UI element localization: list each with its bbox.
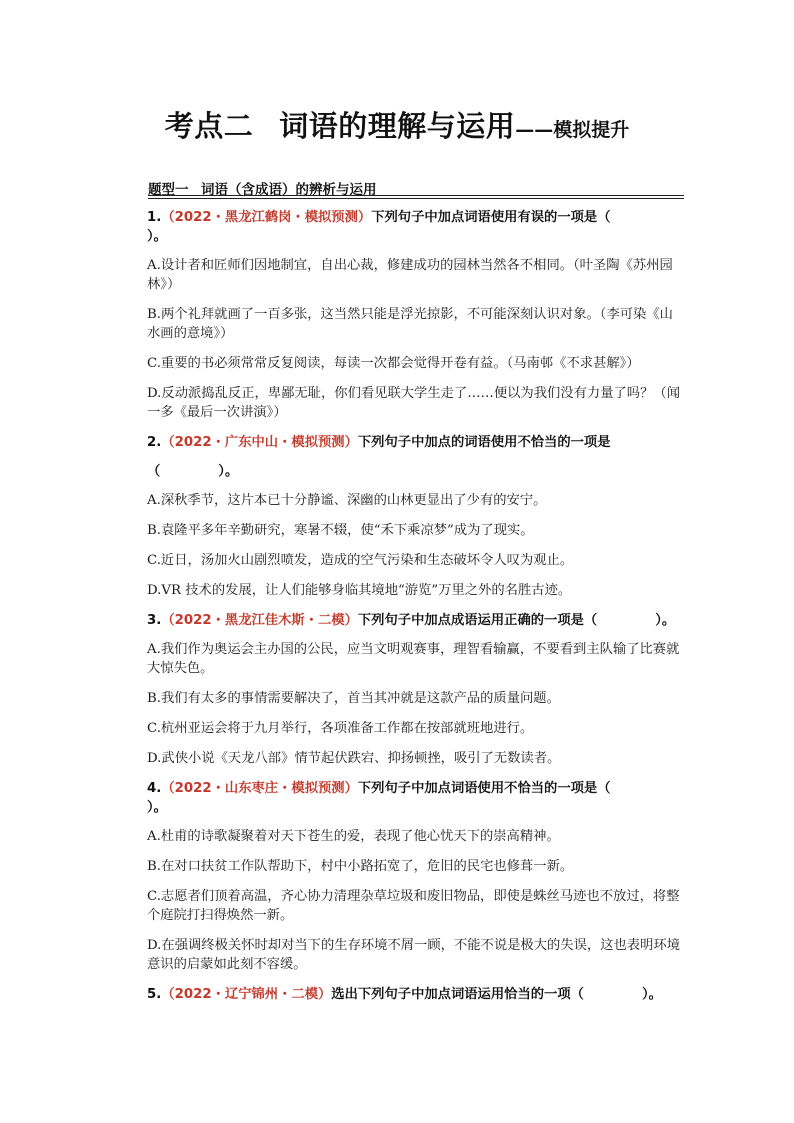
question-3-option-a: A.我们作为奥运会主办国的公民，应当文明观赛事，理智看输赢，不要看到主队输了比赛就 大惊失色。 — [147, 642, 680, 676]
question-3-option-c: C.杭州亚运会将于九月举行，各项准备工作都在按部就班地进行。 — [147, 721, 534, 736]
question-4-option-c: C.志愿者们顶着高温，齐心协力清理杂草垃圾和废旧物品，即使是蛛丝马迹也不放过，将整 个庭院打扫得焕然一新。 — [147, 889, 680, 923]
question-1-stem: 1.（2022・黑龙江鹤岗・模拟预测）下列句子中加点词语使用有误的一项是（）。 — [147, 210, 611, 244]
question-1-option-d: D.反动派捣乱反正，卑鄙无耻，你们看见联大学生走了……便以为我们没有力量了吗？（闻 一多《最后一次讲演》） — [147, 386, 680, 420]
section-rule-thin — [148, 198, 684, 199]
question-3-stem: 3.（2022・黑龙江佳木斯・二模）下列句子中加点成语运用正确的一项是（ ）。 — [147, 613, 676, 628]
question-4-option-a: A.杜甫的诗歌凝聚着对天下苍生的爱，表现了他心忧天下的崇高精神。 — [147, 829, 560, 844]
question-2-option-a: A.深秋季节，这片本已十分静谧、深幽的山林更显出了少有的安宁。 — [147, 493, 547, 508]
question-source: （2022・山东枣庄・模拟预测） — [161, 781, 358, 796]
question-4-option-b: B.在对口扶贫工作队帮助下，村中小路拓宽了，危旧的民宅也修葺一新。 — [147, 859, 574, 874]
question-5-stem: 5.（2022・辽宁锦州・二模）选出下列句子中加点词语运用恰当的一项（ ）。 — [147, 987, 662, 1002]
title-sub: ——模拟提升 — [515, 119, 630, 141]
question-4-option-d: D.在强调终极关怀时却对当下的生存环境不屑一顾，不能不说是极大的失误，这也表明环境 意识的启蒙如此刻不容缓。 — [147, 938, 680, 972]
question-1-option-b: B.两个礼拜就画了一百多张，这当然只能是浮光掠影，不可能深刻认识对象。（李可染《山 水画的意境》） — [147, 307, 673, 341]
question-source: （2022・辽宁锦州・二模） — [161, 987, 332, 1002]
question-3-option-b: B.我们有太多的事情需要解决了，首当其冲就是这款产品的质量问题。 — [147, 691, 560, 706]
page-title — [0, 104, 794, 145]
section-label: 题型一 — [148, 182, 189, 198]
question-2-option-d: D.VR 技术的发展，让人们能够身临其境地“游览”万里之外的名胜古迹。 — [147, 583, 572, 598]
section-name: 词语（含成语）的辨析与运用 — [201, 182, 377, 198]
title-main: 考点二 — [164, 109, 254, 143]
question-list — [147, 208, 684, 1014]
question-1-option-a: A.设计者和匠师们因地制宜，自出心裁，修建成功的园林当然各不相同。（叶圣陶《苏州园 林》） — [147, 258, 673, 292]
question-source: （2022・黑龙江鹤岗・模拟预测） — [161, 210, 372, 225]
question-1-option-c: C.重要的书必须常常反复阅读，每读一次都会觉得开卷有益。（马南邨《不求甚解》） — [147, 356, 640, 371]
question-4-stem: 4.（2022・山东枣庄・模拟预测）下列句子中加点词语使用不恰当的一项是（）。 — [147, 781, 611, 815]
question-source: （2022・黑龙江佳木斯・二模） — [161, 613, 358, 628]
section-heading — [148, 178, 684, 198]
question-2-stem: 2.（2022・广东中山・模拟预测）下列句子中加点的词语使用不恰当的一项是 （ ）。 — [147, 435, 611, 479]
question-2-option-b: B.袁隆平多年辛勤研究，寒暑不辍，使“禾下乘凉梦”成为了现实。 — [147, 523, 534, 538]
question-source: （2022・广东中山・模拟预测） — [161, 435, 358, 450]
question-3-option-d: D.武侠小说《天龙八部》情节起伏跌宕、抑扬顿挫，吸引了无数读者。 — [147, 751, 561, 766]
title-main-topic: 词语的理解与运用 — [279, 109, 516, 143]
section-rule — [148, 195, 684, 196]
question-2-option-c: C.近日，汤加火山剧烈喷发，造成的空气污染和生态破坏令人叹为观止。 — [147, 553, 574, 568]
